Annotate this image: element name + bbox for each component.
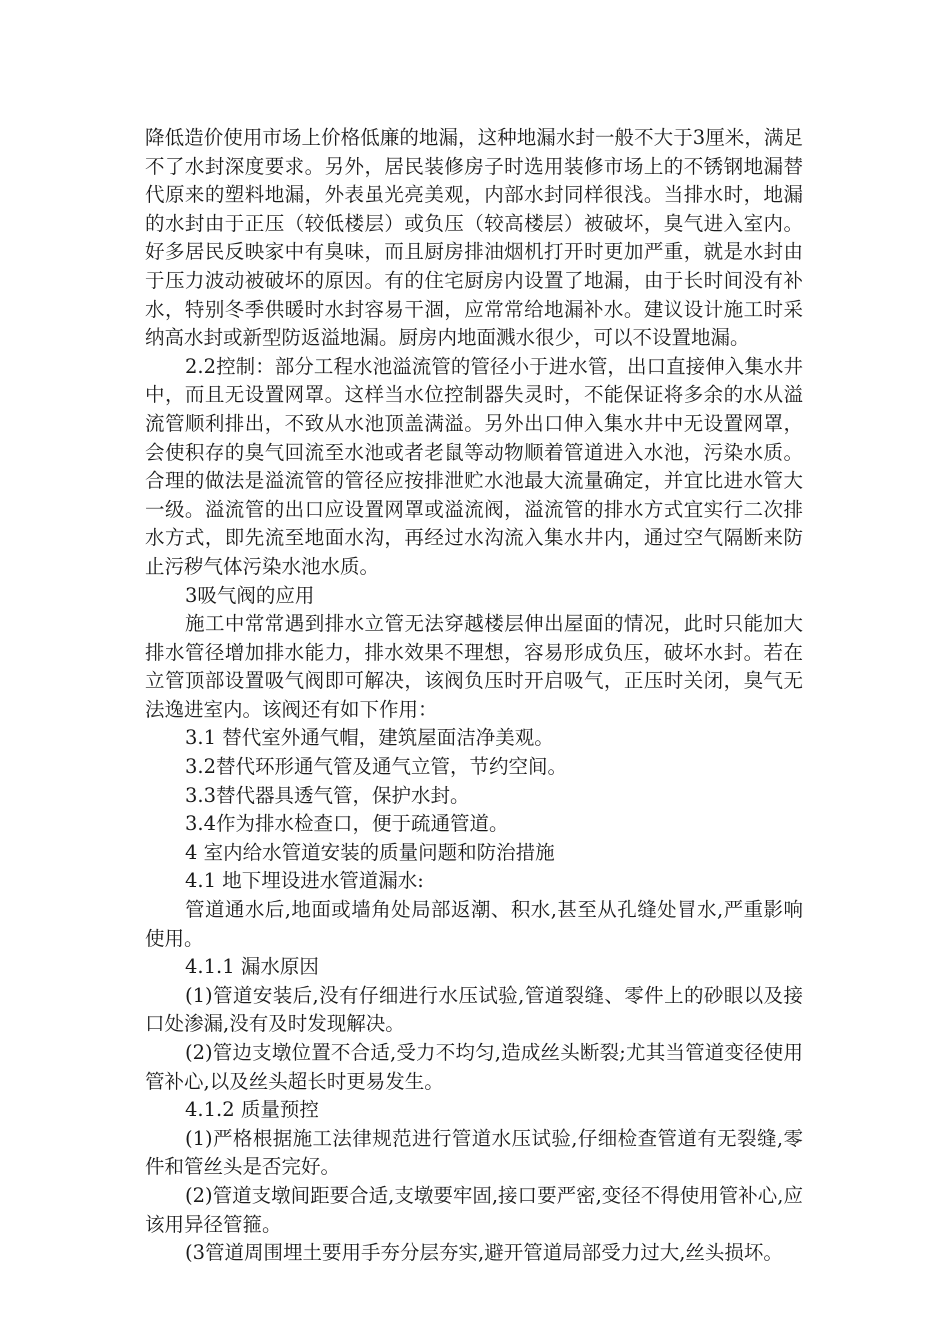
heading-4-1-2-quality-control: 4.1.2 质量预控 — [185, 1098, 319, 1122]
list-item-control-1: (1)严格根据施工法律规范进行管道水压试验,仔细检查管道有无裂缝,零件和管丝头是否完好。 — [145, 1126, 803, 1179]
heading-4-1-underground-leak: 4.1 地下埋设进水管道漏水: — [185, 869, 424, 893]
list-item-3-3: 3.3替代器具透气管，保护水封。 — [185, 783, 470, 807]
paragraph-floor-drain: 降低造价使用市场上价格低廉的地漏，这种地漏水封一般不大于3厘米，满足不了水封深度要求。另外，居民装修房子时选用装修市场上的不锈钢地漏替代原来的塑料地漏，外表虽光亮美观，内部水封同样很浅。当排水时，地漏的水封由于正压（较低楼层）或负压（较高楼层）被破坏，臭气进入室内。好多居民反映家中有臭味，而且厨房排油烟机打开时更加严重，就是水封由于压力波动被破坏的原因。有的住宅厨房内设置了地漏，由于长时间没有补水，特别冬季供暖时水封容易干涸，应常常给地漏补水。建议设计施工时采纳高水封或新型防返溢地漏。厨房内地面溅水很少，可以不设置地漏。 — [145, 126, 803, 350]
heading-4-indoor-water-supply: 4 室内给水管道安装的质量问题和防治措施 — [185, 840, 555, 864]
paragraph-leak-symptom: 管道通水后,地面或墙角处局部返潮、积水,甚至从孔缝处冒水,严重影响使用。 — [145, 898, 803, 950]
list-item-cause-1: (1)管道安装后,没有仔细进行水压试验,管道裂缝、零件上的砂眼以及接口处渗漏,没有及时发现解决。 — [145, 983, 803, 1036]
paragraph-2-2-control: 2.2控制：部分工程水池溢流管的管径小于进水管，出口直接伸入集水井中，而且无设置网罩。这样当水位控制器失灵时，不能保证将多余的水从溢流管顺利排出，不致从水池顶盖满溢。另外出口伸入集水井中无设置网罩，会使积存的臭气回流至水池或者老鼠等动物顺着管道进入水池，污染水质。合理的做法是溢流管的管径应按排泄贮水池最大流量确定，并宜比进水管大一级。溢流管的出口应设置网罩或溢流阀，溢流管的排水方式宜实行二次排水方式，即先流至地面水沟，再经过水沟流入集水井内，通过空气隔断来防止污秽气体污染水池水质。 — [145, 354, 803, 578]
heading-3-air-admittance-valve: 3吸气阀的应用 — [185, 583, 315, 607]
list-item-cause-2: (2)管边支墩位置不合适,受力不均匀,造成丝头断裂;尤其当管道变径使用管补心,以及丝头超长时更易发生。 — [145, 1041, 803, 1093]
list-item-control-3: (3管道周围埋土要用手夯分层夯实,避开管道局部受力过大,丝头损坏。 — [185, 1241, 783, 1265]
list-item-3-4: 3.4作为排水检查口，便于疏通管道。 — [185, 812, 509, 836]
list-item-control-2: (2)管道支墩间距要合适,支墩要牢固,接口要严密,变径不得使用管补心,应该用异径管箍。 — [145, 1183, 803, 1236]
heading-4-1-1-leak-cause: 4.1.1 漏水原因 — [185, 955, 319, 979]
document-body — [145, 124, 803, 1268]
list-item-3-1: 3.1 替代室外通气帽，建筑屋面洁净美观。 — [185, 726, 554, 750]
list-item-3-2: 3.2替代环形通气管及通气立管，节约空间。 — [185, 755, 568, 779]
paragraph-valve-intro: 施工中常常遇到排水立管无法穿越楼层伸出屋面的情况，此时只能加大排水管径增加排水能力，排水效果不理想，容易形成负压，破坏水封。若在立管顶部设置吸气阀即可解决，该阀负压时开启吸气，正压时关闭，臭气无法逸进室内。该阀还有如下作用： — [145, 612, 803, 721]
